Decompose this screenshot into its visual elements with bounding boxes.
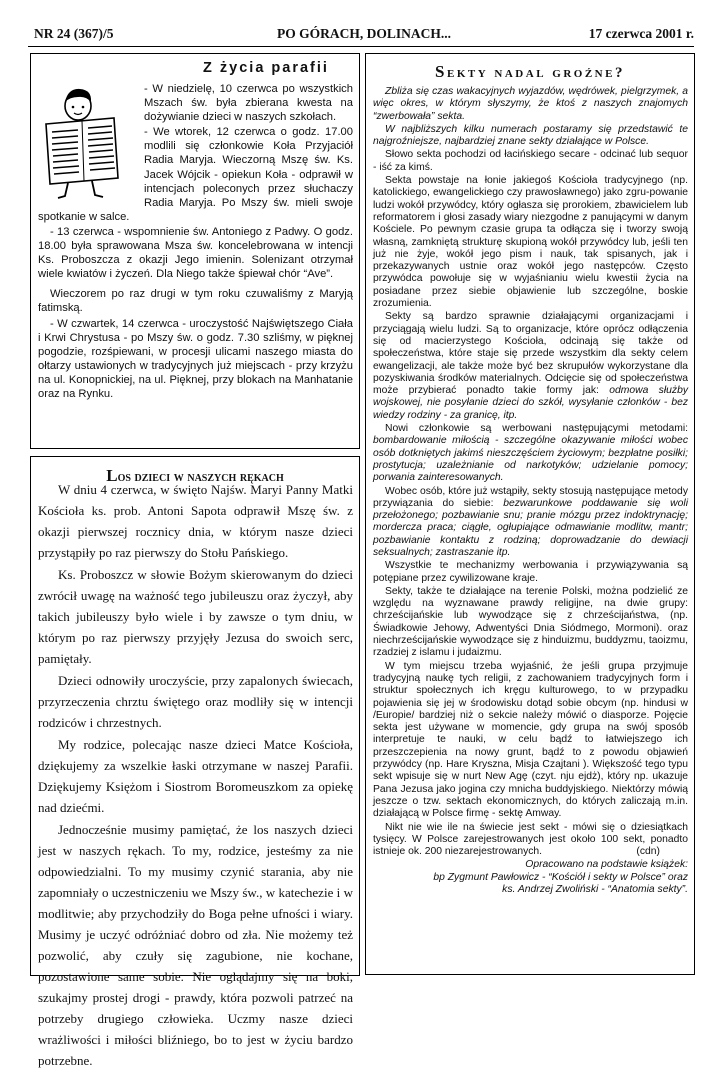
lead-paragraph: Zbliża się czas wakacyjnych wyjazdów, wędrówek, pielgrzymek, a więc okres, w którym słyszymy, że ktoś z naszych znajomych “zwerbowała” sekta. xyxy=(373,86,688,122)
article-title: Sekty nadal groźne? xyxy=(435,62,625,81)
paragraph: Wieczorem po raz drugi w tym roku czuwaliśmy z Maryją fatimską. xyxy=(38,288,353,315)
article-body xyxy=(38,82,353,401)
source-note: Opracowano na podstawie książek: xyxy=(525,859,688,871)
paragraph: Sekty są bardzo sprawnie działającymi organizacjami i przyciągają wielu ludzi. Są to organizacje, które oprócz odłączenia się od macierzystego Kościoła, odcinają się także od społeczeństwa, które staje się przede wszystkim dla sekty celem ewangelizacji, ale także może być bez skrupułów wykorzystane dla pozyskiwania środków materialnych. Odcięcie się od społeczeństwa może przybierać ponadto takie formy jak: odmowa służby wojskowej, nie posyłanie dzieci do szkół, wysyłanie członków - bez wiedzy rodziny - za granicę, itp. xyxy=(373,311,689,421)
paragraph: Nikt nie wie ile na świecie jest sekt - mówi się o dziesiątkach tysięcy. W Polsce zarejestrowanych jest około 100 sekt, ponadto istnieje ok. 200 niezarejestrowanych. (cdn) xyxy=(373,821,688,858)
paragraph: Nowi członkowie są werbowani następującymi metodami: bombardowanie miłością - szczególne okazywanie miłości wobec osób dotkniętych jakimś nieszczęściem życiowym; bezpłatne posiłki; prostytucja; uzależnianie od narkotyków; udzielanie pomocy; porwania zainteresowanych. xyxy=(373,423,688,484)
article-sects xyxy=(365,53,695,975)
paragraph: Sekty, także te działające na terenie Polski, można podzielić ze względu na wyznawane prawdy religijne, na dwie grupy: chrześcijańskie lub wywodzące się z chrześcijaństwa, (np. Świadkowie Jehowy, Adwentyści Dnia Siódmego, Mormoni). oraz niechrześcijańskie wywodzące się z hinduizmu, buddyzmu, taoizmu, rzadziej z islamu i judaizmu. xyxy=(373,585,688,659)
paragraph: - We wtorek, 12 czerwca o godz. 17.00 modlili się członkowie Koła Przyjaciół Radia Maryja. Wieczorną Mszę św. Ks. Jacek Wójcik - opiekun Koła - odprawił w intencjach poleconych przez słuchaczy Radia Maryja. Po Mszy św. mieli swoje spotkanie w salce. xyxy=(38,126,353,223)
issue-number: NR 24 (367)/5 xyxy=(34,26,114,41)
newspaper-reader-illustration xyxy=(38,82,144,200)
newspaper-title: PO GÓRACH, DOLINACH... xyxy=(276,26,451,41)
paragraph: W dniu 4 czerwca, w święto Najśw. Maryi Panny Matki Kościoła ks. prob. Antoni Sapota odprawił Mszę św. z okazji pierwszej rocznicy dnia, w którym nasze dzieci przystąpiły po raz pierwszy do Stołu Pańskiego. xyxy=(38,482,353,560)
paragraph: Ks. Proboszcz w słowie Bożym skierowanym do dzieci zwrócił uwagę na ważność tego jubileuszu oraz życzył, aby takich jubileuszy było wiele i by zawsze o tym dniu, w którym po raz pierwszy przyjęły Jezusa do swoich serc, pamiętały. xyxy=(38,567,353,666)
header-rule xyxy=(28,46,694,47)
paragraph: Wobec osób, które już wstąpiły, sekty stosują następujące metody przywiązania do siebie: bezwarunkowe poddawanie się woli przełożonego; pozbawianie snu; pranie mózgu przez indoktrynację; mordercza praca; ciągłe, ogłupiające odmawianie modlitw, mantr; pozbawianie kontaktu z rodziną; doprowadzanie do dewiacji seksualnych; zastraszanie itp. xyxy=(373,485,688,558)
paragraph: - W niedzielę, 10 czerwca po wszystkich Mszach św. była zbierana kwesta na dożywianie dzieci w naszych szkołach. xyxy=(144,83,353,124)
paragraph: My rodzice, polecając nasze dzieci Matce Kościoła, dziękujemy za wszelkie łaski otrzymane w naszej Parafii. Dziękujemy Księżom i Siostrom Boromeuszkom za opiekę nad dziećmi. xyxy=(38,737,353,815)
article-body xyxy=(38,479,353,1071)
continued-mark: (cdn) xyxy=(636,846,660,858)
paragraph: - 13 czerwca - wspomnienie św. Antoniego z Padwy. O godz. 18.00 była sprawowana Msza św. koncelebrowana w intencji Ks. Proboszcza z okazji Jego imienin. Solenizant otrzymał wiele kwiatów i życzeń. Dla Niego także śpiewał chór “Ave”. xyxy=(38,225,353,281)
article-children-fate xyxy=(30,456,360,1068)
lead-paragraph: W najbliższych kilku numerach postaramy się przedstawić te najgroźniejsze, najbardziej znane sekty działające w Polsce. xyxy=(373,123,688,148)
article-title: Z życia parafii xyxy=(203,60,329,76)
paragraph: Słowo sekta pochodzi od łacińskiego secare - odcinać lub sequor - iść za kimś. xyxy=(373,149,688,173)
source-note: bp Zygmunt Pawłowicz - “Kościół i sekty w Polsce” oraz xyxy=(433,871,688,883)
paragraph: Dzieci odnowiły uroczyście, przy zapalonych świecach, przyrzeczenia chrztu świętego oraz modliły się w intencji rodziców i chrzestnych. xyxy=(38,673,353,730)
article-title: Los dzieci w naszych rękach xyxy=(106,466,284,485)
paragraph: Wszystkie te mechanizmy werbowania i przywiązywania są potępiane przez cywilizowane kraje. xyxy=(373,560,688,584)
paragraph: Sekta powstaje na łonie jakiegoś Kościoła tradycyjnego (np. katolickiego, ewangelickiego czy prawosławnego) jako zgru-powanie ludzi wokół przywódcy, który ogłasza się prorokiem, zbawicielem lub reformatorem i głosi zasady wiary niezgodne z panującymi w danym Kościele. Po pewnym czasie grupa ta odłącza się i tworzy swoją własną, zamkniętą strukturę skupioną wokół przywódcy lub, jeśli ten już nie żyje, wokół jego pism i nauk, tak spisanych, jak i przekazywanych ustnie oraz wokół jego następców. Często przywódca powołuje się w wyjaśnianiu wielu kwestii życia na posiadane przez siebie objawienie lub szczególne, boskie zrozumienia. xyxy=(373,175,688,310)
paragraph: Jednocześnie musimy pamiętać, że los naszych dzieci jest w naszych rękach. To my, rodzice, jesteśmy za nie odpowiedzialni. To my musimy czynić starania, aby nie zapomniały o uczestniczeniu we Mszy św., w katechezie i w modlitwie; aby przychodziły do Boga pełne ufności i wiary. Musimy je uczyć odróżniać dobro od zła. Nie możemy też pozwolić, aby czuły się zagubione, nie kochane, pozostawione same sobie. Nie oglądajmy się na boki, szukajmy prostej drogi - prawdy, która pozwoli patrzeć na potrzeby drugiego człowieka. Uczmy nasze dzieci wrażliwości i miłości bliźniego, bo to jest w życiu bardzo potrzebne. xyxy=(38,822,353,1068)
page-header xyxy=(34,26,694,46)
source-note: ks. Andrzej Zwoliński - “Anatomia sekty”. xyxy=(502,884,688,895)
paragraph: - W czwartek, 14 czerwca - uroczystość Najświętszego Ciała i Krwi Chrystusa - po Mszy św. o godz. 7.30 szliśmy, w pięknej pogodzie, rozśpiewani, w procesji ulicami naszego miasta do ołtarzy ustawionych w tradycyjnych już miejscach - przy krzyżu na ul. Konopnickiej, na ul. Pięknej, przy blokach na Manhatanie oraz na Rynku. xyxy=(38,317,353,400)
paragraph: W tym miejscu trzeba wyjaśnić, że jeśli grupa przyjmuje tradycyjną naukę tych religii, z zachowaniem tradycyjnych form i struktur społecznych ich kręgu kulturowego, to w przypadku pojawienia się jej w środowisku dotąd sobie obcym (np. hindusi w /Europie/ bardziej niż o sekcie należy mówić o diasporze. Pojęcie sekta jest używane w momencie, gdy grupa na swój sposób interpretuje te nauki, w celu bądź to łatwiejszego ich przeszczepienia na nowy grunt, bądź to z powodu objawień przywódcy (np. Hare Kryszna, Misja Czajtani ). Większość tego typu sekt wpisuje się w nurt New Agę (czyt. nju ejdż), który np. ukazuje Pana Jezusa jako jogina czy mnicha buddyjskiego. Niektórzy mówią jeszcze o tzw. sektach ekonomicznych, do których zaliczają m.in. działającą w Polsce firmę - sektę Amway. xyxy=(373,660,688,820)
article-parish-life xyxy=(30,53,360,449)
article-body xyxy=(373,86,688,896)
issue-date: 17 czerwca 2001 r. xyxy=(588,26,694,41)
